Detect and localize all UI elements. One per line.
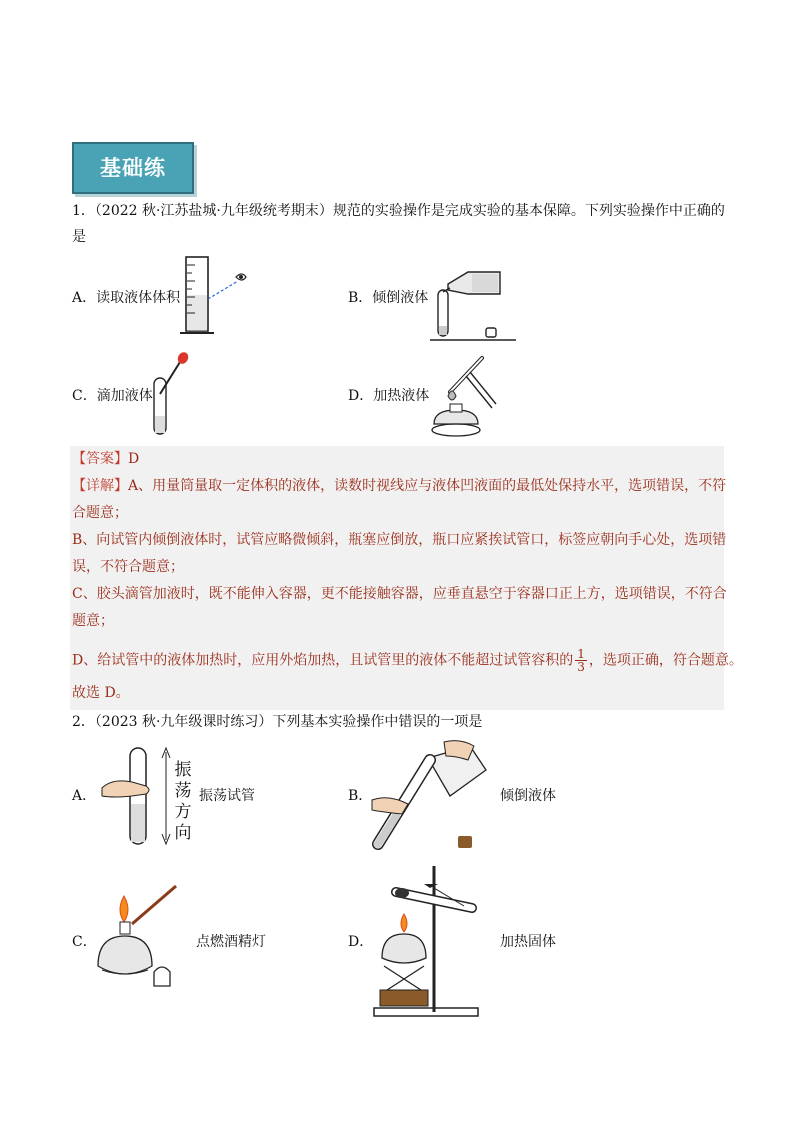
fraction-denominator: 3	[577, 660, 585, 674]
q2-option-b-text: 倾倒液体	[500, 788, 556, 804]
vertical-char: 方	[174, 802, 192, 822]
detail-line-2: 合题意；	[72, 505, 128, 521]
q1-figure-c-dropper	[148, 350, 198, 440]
detail-text-7-post: ，选项正确，符合题意。	[588, 652, 743, 669]
q1-figure-a-cylinder-reading	[178, 255, 253, 337]
detail-line-3: B、向试管内倾倒液体时，试管应略微倾斜，瓶塞应倒放，瓶口应紧挨试管口，标签应朝向手心处，选项错	[72, 532, 727, 548]
q1-figure-d-heating	[420, 352, 498, 440]
q1-option-d: D．加热液体	[348, 388, 430, 404]
detail-line-7	[72, 648, 743, 673]
detail-line-6: 题意；	[72, 613, 114, 629]
detail-line-5: C、胶头滴管加液时，既不能伸入容器，更不能接触容器，应垂直悬空于容器口正上方，选项错误，不符合	[72, 586, 727, 602]
detail-line-4: 误，不符合题意；	[72, 559, 184, 575]
q2-figure-b-pouring	[370, 740, 490, 852]
answer-value: D	[128, 451, 140, 467]
q1-stem-line2: 是	[72, 229, 86, 245]
q2-vertical-label	[174, 760, 192, 844]
q2-option-a-text: 振荡试管	[199, 788, 255, 804]
answer-line	[72, 449, 139, 469]
q2-option-a-letter: A．	[72, 788, 97, 804]
q2-option-c-letter: C．	[72, 934, 97, 950]
q2-option-b-letter: B．	[348, 788, 373, 804]
q1-option-a: A．读取液体体积	[72, 290, 181, 306]
q1-figure-b-pouring	[428, 262, 518, 344]
q2-figure-a-shaking	[96, 744, 176, 848]
answer-tag: 【答案】	[72, 451, 128, 467]
q1-option-b: B．倾倒液体	[348, 290, 429, 306]
q2-option-d-text: 加热固体	[500, 934, 556, 950]
q2-option-d-letter: D．	[348, 934, 374, 950]
q2-stem-line1: 2．（2023 秋·九年级课时练习）下列基本实验操作中错误的一项是	[72, 714, 483, 730]
q2-figure-c-alcohol-lamp	[94, 882, 184, 994]
fraction	[575, 648, 587, 673]
detail-text-7-pre: D、给试管中的液体加热时，应用外焰加热，且试管里的液体不能超过试管容积的	[72, 652, 574, 669]
vertical-char: 振	[174, 760, 192, 780]
detail-line-8: 故选 D。	[72, 685, 130, 701]
section-title: 基础练	[72, 142, 194, 194]
q1-option-c: C．滴加液体	[72, 388, 153, 404]
q1-stem-line1: 1．（2022 秋·江苏盐城·九年级统考期末）规范的实验操作是完成实验的基本保障。下列实验操作中正确的	[72, 203, 725, 219]
q2-option-c-text: 点燃酒精灯	[196, 934, 266, 950]
detail-text-1: A、用量筒量取一定体积的液体，读数时视线应与液体凹液面的最低处保持水平，选项错误，不符	[128, 478, 727, 494]
q2-figure-d-heating-solid	[372, 862, 490, 1020]
vertical-char: 向	[174, 823, 192, 843]
detail-tag: 【详解】	[72, 478, 128, 494]
fraction-numerator: 1	[577, 647, 585, 661]
detail-line-1	[72, 476, 726, 496]
vertical-char: 荡	[174, 781, 192, 801]
